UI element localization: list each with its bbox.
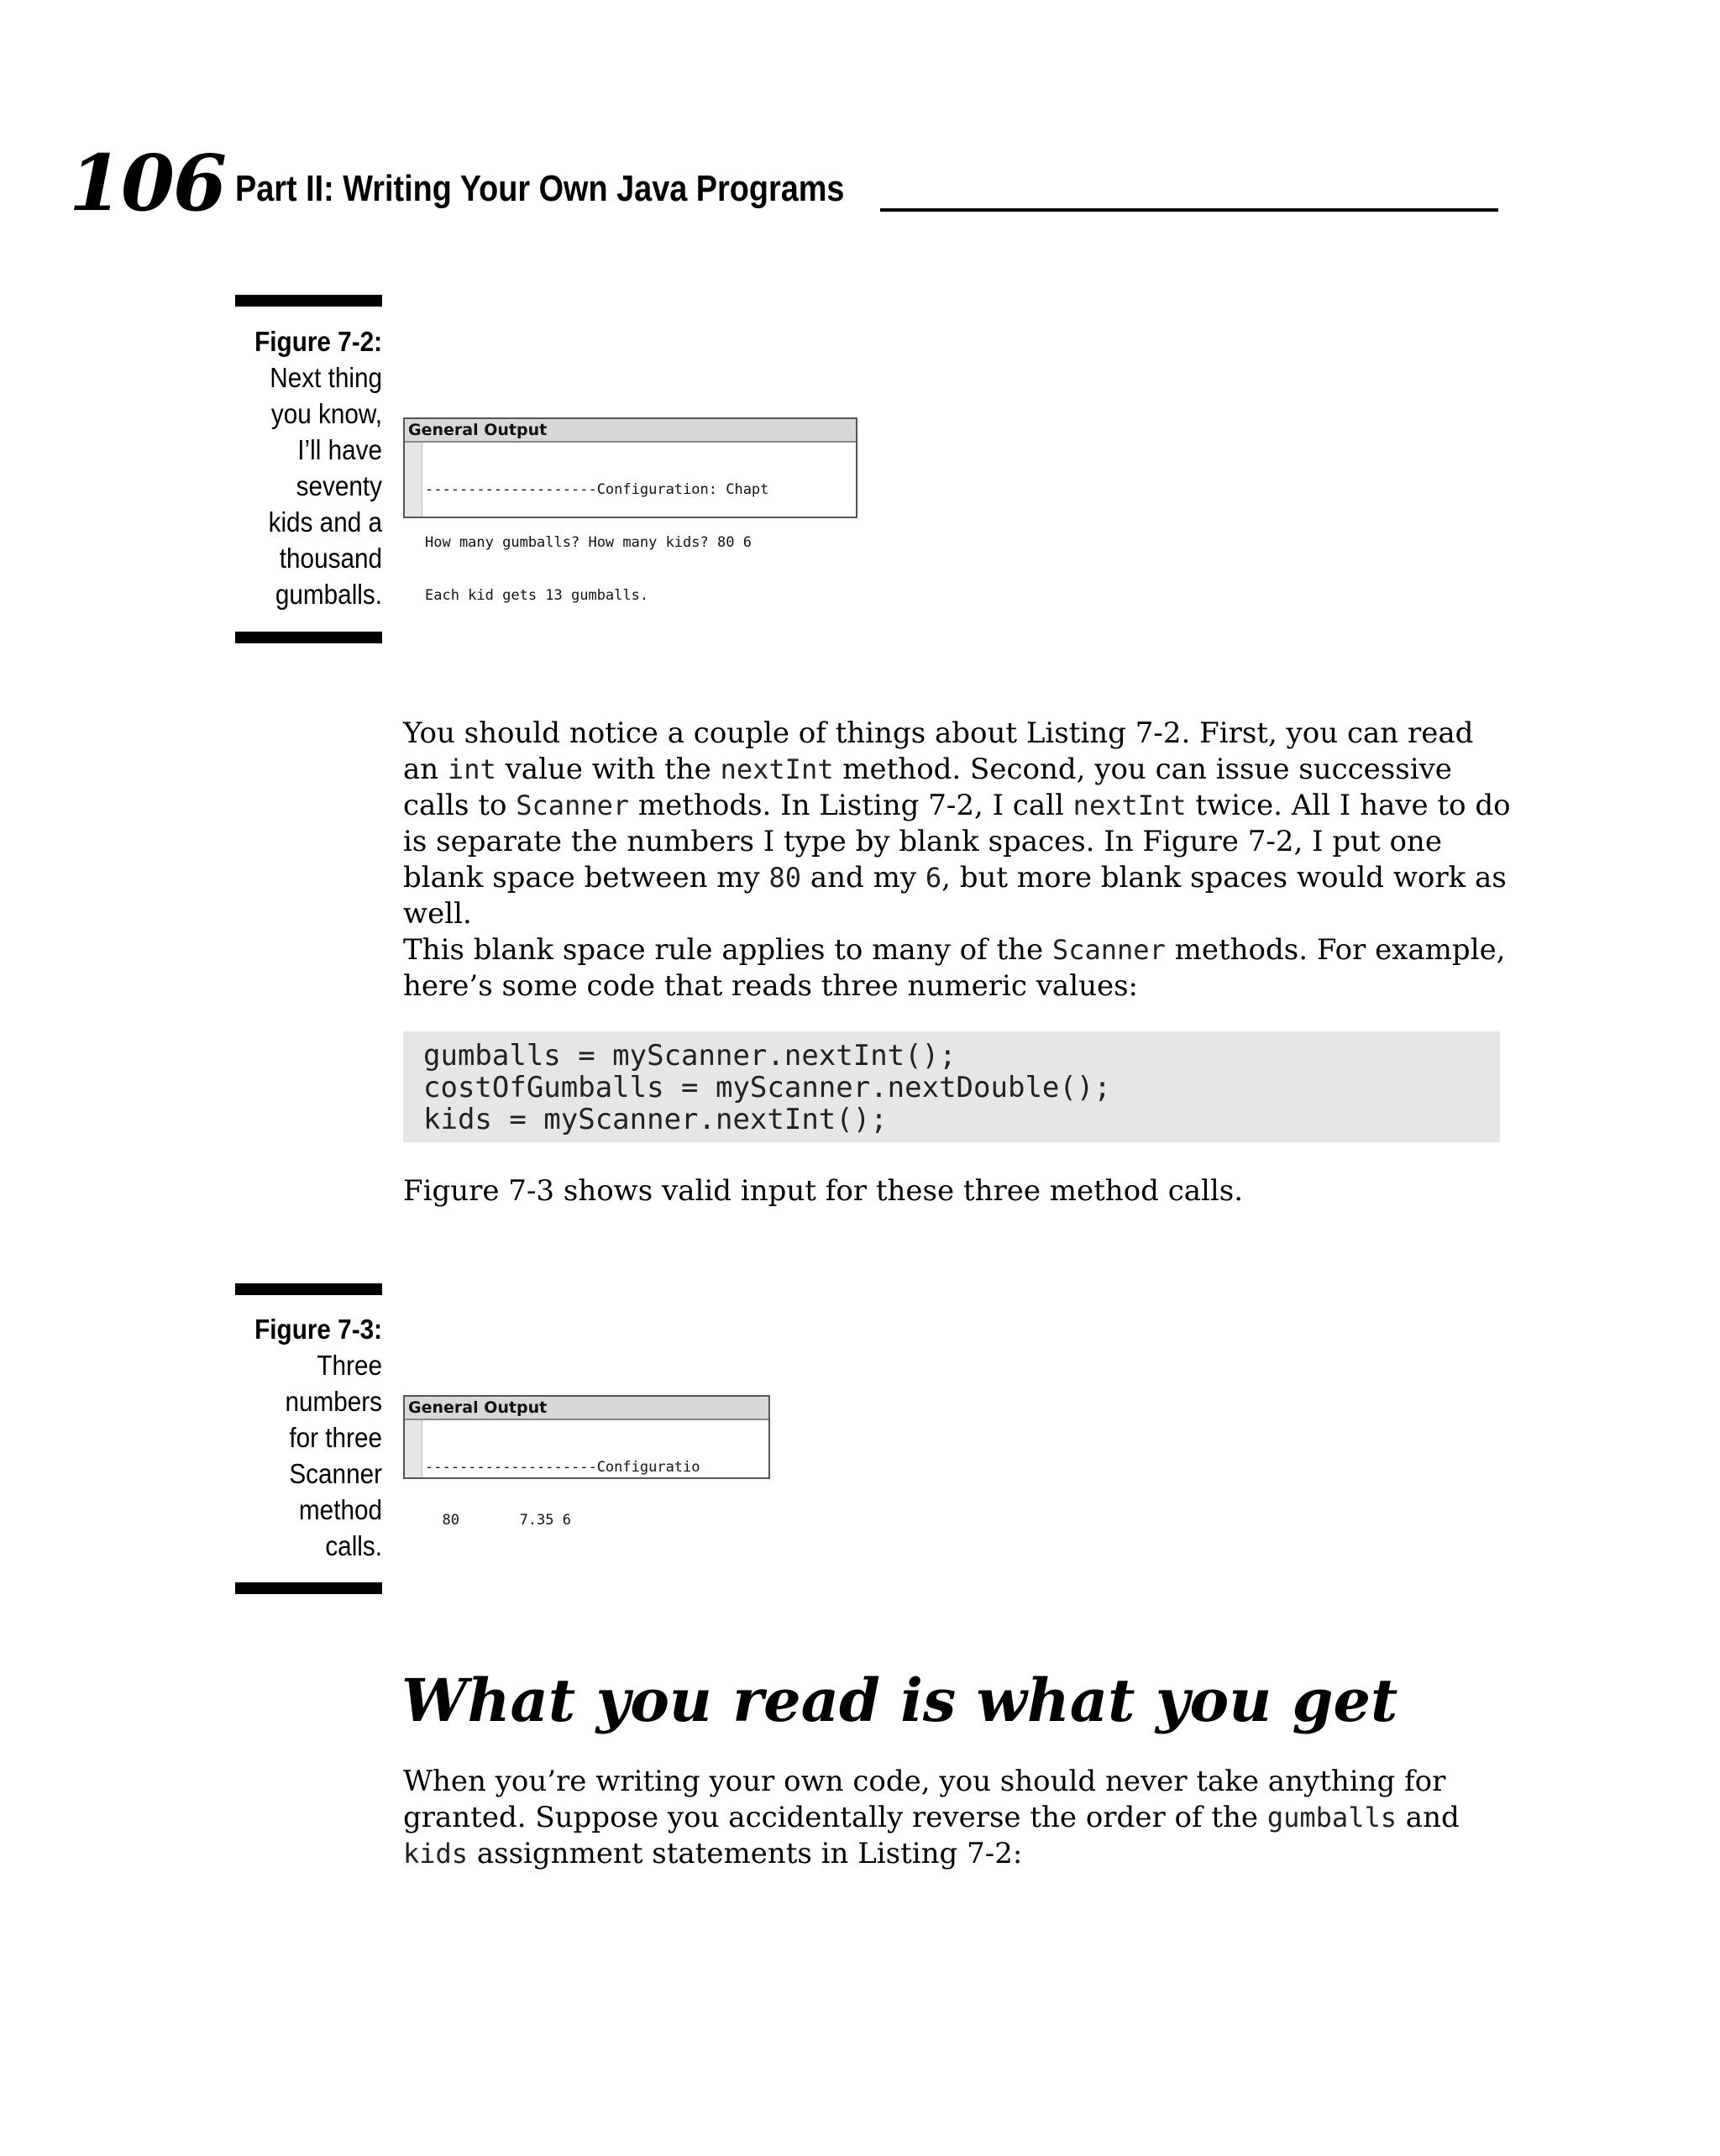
inline-code: nextInt — [720, 753, 834, 785]
caption-line: thousand — [279, 543, 382, 574]
inline-code: gumballs — [1266, 1802, 1397, 1833]
inline-code: kids — [403, 1838, 469, 1870]
text-run: assignment statements in Listing 7-2: — [468, 1837, 1023, 1870]
figure-7-3-bottom-bar — [235, 1582, 382, 1594]
caption-line: numbers — [285, 1386, 382, 1417]
caption-line: you know, — [270, 398, 382, 429]
caption-line: I’ll have — [297, 434, 382, 465]
output-window-title: General Output — [405, 1397, 768, 1420]
figure-7-3-caption — [236, 1311, 382, 1564]
figure-7-2-caption — [236, 323, 382, 612]
section-heading: What you read is what you get — [401, 1666, 1398, 1735]
text-run: and — [1396, 1801, 1460, 1834]
figure-7-3-label: Figure 7-3: — [254, 1314, 382, 1345]
caption-line: Scanner — [289, 1458, 382, 1489]
text-run: method. Second, you can issue successive calls to — [403, 753, 1452, 822]
caption-line: Next thing — [270, 362, 382, 393]
paragraph-blank-space-rule — [403, 932, 1512, 1005]
caption-line: for three — [289, 1422, 382, 1453]
figure-7-2-top-bar — [235, 295, 382, 307]
text-run: , but more blank spaces would work as well. — [403, 861, 1507, 931]
text-run: methods. For example, here’s some code that reads three numeric values: — [403, 933, 1506, 1003]
output-window-title: General Output — [405, 419, 856, 443]
figure-7-3-output-window — [403, 1395, 770, 1529]
text-run: and my — [801, 861, 926, 894]
figure-7-2-output-window — [403, 417, 857, 604]
caption-line: calls. — [325, 1530, 382, 1561]
output-line: Each kid gets 13 gumballs. — [425, 587, 649, 604]
output-text — [425, 1424, 768, 1565]
inline-code: int — [447, 753, 496, 785]
output-line: How many gumballs? How many kids? 80 6 — [425, 534, 752, 551]
output-gutter — [405, 443, 422, 517]
code-line: kids = myScanner.nextInt(); — [423, 1103, 888, 1136]
code-line: costOfGumballs = myScanner.nextDouble(); — [423, 1071, 1111, 1104]
figure-7-3-top-bar — [235, 1283, 382, 1295]
page-number: 106 — [69, 138, 226, 228]
paragraph-listing-7-2 — [403, 716, 1512, 932]
text-run: twice. All I have to do is separate the numbers I type by blank spaces. In Figure 7-2, I put one blank space between my — [403, 789, 1511, 894]
output-text — [425, 446, 856, 640]
caption-line: Three — [317, 1350, 382, 1381]
text-run: Figure 7-3 shows valid input for these three method calls. — [403, 1174, 1244, 1208]
text-run: value with the — [496, 753, 721, 786]
text-run: You should notice a couple of things about Listing 7-2. First, you can read an — [403, 716, 1474, 786]
inline-code: 6 — [925, 862, 942, 894]
code-line: gumballs = myScanner.nextInt(); — [423, 1039, 957, 1073]
inline-code: nextInt — [1072, 789, 1187, 821]
output-line: --------------------Configuratio — [425, 1459, 700, 1476]
code-block — [403, 1031, 1500, 1142]
inline-code: 80 — [768, 862, 802, 894]
inline-code: Scanner — [1051, 934, 1166, 966]
inline-code: Scanner — [516, 789, 630, 821]
figure-7-2-bottom-bar — [235, 632, 382, 643]
header-rule — [880, 208, 1498, 212]
output-line: --------------------Configuration: Chapt — [425, 481, 769, 498]
caption-line: kids and a — [268, 506, 382, 538]
paragraph-reverse-order — [403, 1764, 1512, 1872]
running-header-title: Part II: Writing Your Own Java Programs — [235, 168, 845, 209]
output-gutter — [405, 1420, 422, 1477]
text-run: methods. In Listing 7-2, I call — [629, 789, 1073, 822]
caption-line: seventy — [296, 470, 382, 501]
text-run: When you’re writing your own code, you should never take anything for granted. Suppose you accidentally reverse the order of the — [403, 1765, 1446, 1834]
caption-line: gumballs. — [275, 579, 382, 610]
paragraph-figure-7-3-intro — [403, 1173, 1512, 1209]
output-line: 80 7.35 6 — [425, 1512, 571, 1529]
figure-7-2-label: Figure 7-2: — [254, 326, 382, 357]
caption-line: method — [298, 1494, 382, 1525]
text-run: This blank space rule applies to many of the — [403, 933, 1052, 967]
